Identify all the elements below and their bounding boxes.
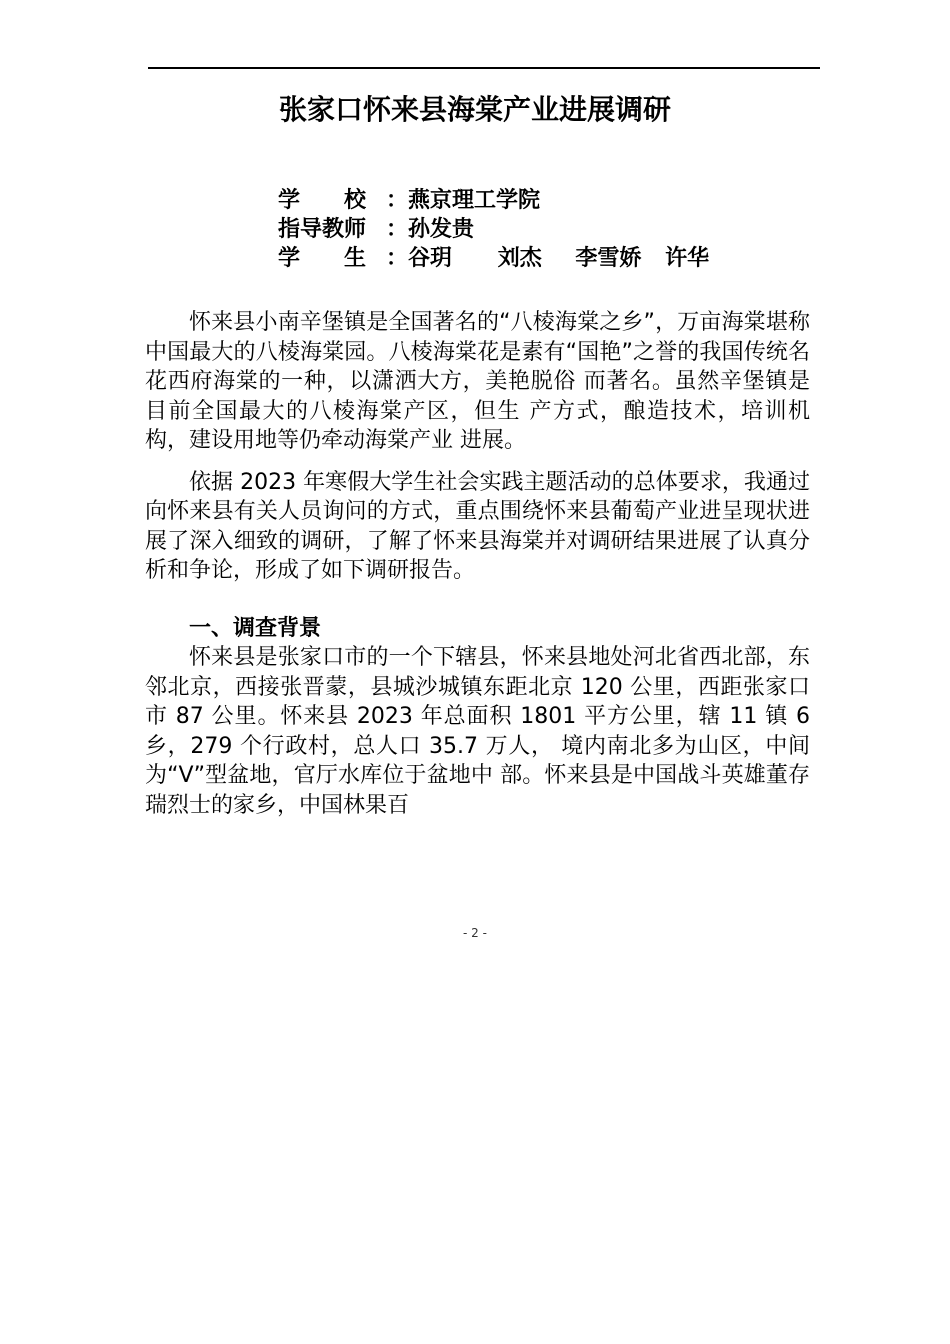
school-colon: ： — [386, 188, 409, 213]
students-label: 学 生 — [278, 246, 367, 271]
advisor-row — [278, 215, 709, 244]
document-title: 张家口怀来县海棠产业进展调研 — [278, 93, 671, 126]
students-colon: ： — [386, 246, 409, 271]
school-label: 学 校 — [278, 188, 367, 213]
author-info — [278, 186, 709, 273]
document-body — [145, 308, 810, 820]
school-row — [278, 186, 709, 215]
student-name: 李雪娇 — [575, 246, 642, 271]
students-row — [278, 244, 709, 273]
student-name: 许华 — [665, 246, 710, 271]
advisor-colon: ： — [386, 217, 409, 242]
advisor-value: 孙发贵 — [408, 217, 475, 242]
paragraph-intro: 怀来县小南辛堡镇是全国著名的“八棱海棠之乡”，万亩海棠堪称中国最大的八棱海棠园。八棱海棠花是素有“国艳”之誉的我国传统名花西府海棠的一种，以潇洒大方，美艳脱俗 而著名。虽然辛堡镇是目前全国最大的八棱海棠产区，但生 产方式，酿造技术，培训机构，建设用地等仍牵动海棠产业 进展。 — [145, 310, 810, 453]
advisor-label: 指导教师 — [278, 217, 367, 242]
student-name: 谷玥 — [408, 246, 453, 271]
school-value: 燕京理工学院 — [408, 188, 541, 213]
section-heading-background: 一、调查背景 — [189, 615, 322, 641]
students-list — [408, 244, 709, 273]
page-number: - 2 - — [463, 926, 487, 940]
paragraph-background: 怀来县是张家口市的一个下辖县，怀来县地处河北省西北部，东邻北京，西接张晋蒙，县城沙城镇东距北京 120 公里，西距张家口市 87 公里。怀来县 2023 年总面积 1801 平方公里，辖 11 镇 6 乡，279 个行政村，总人口 35.7 万人， 境内南北多为山区，中间为“V”型盆地，官厅水库位于盆地中 部。怀来县是中国战斗英雄董存瑞烈士的家乡，中国林果百 — [145, 645, 810, 818]
paragraph-purpose: 依据 2023 年寒假大学生社会实践主题活动的总体要求，我通过向怀来县有关人员询问的方式，重点围绕怀来县葡萄产业进呈现状进展了深入细致的调研，了解了怀来县海棠并对调研结果进展了认真分析和争论，形成了如下调研报告。 — [145, 469, 810, 583]
header-rule — [148, 67, 820, 69]
student-name: 刘杰 — [497, 246, 542, 271]
